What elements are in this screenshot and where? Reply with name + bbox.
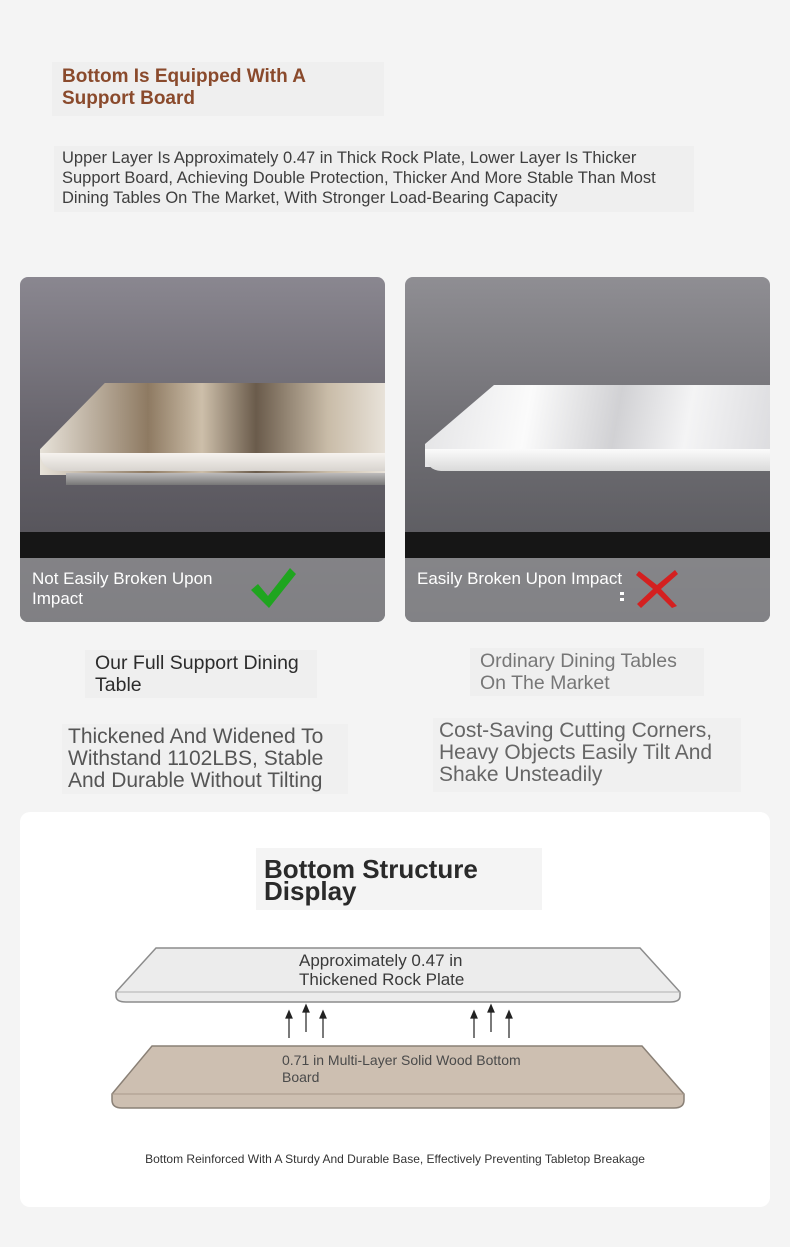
wood-board-label: 0.71 in Multi-Layer Solid Wood Bottom Board: [282, 1052, 521, 1085]
section-description: Upper Layer Is Approximately 0.47 in Thick Rock Plate, Lower Layer Is Thicker Support Board, Achieving Double Protection, Thicker And More Stable Than Most Dining Tables On The Market, With Stronger Load-Bearing Capacity: [54, 146, 694, 212]
marble-slab-edge: [425, 449, 770, 471]
rock-slab-edge: [40, 453, 385, 471]
photo-caption: Easily Broken Upon Impact: [417, 569, 623, 588]
photo-caption: Not Easily Broken Upon Impact: [32, 569, 213, 608]
ordinary-table-title: Ordinary Dining Tables On The Market: [470, 648, 704, 696]
section-title: Bottom Is Equipped With A Support Board: [52, 62, 384, 116]
ordinary-table-photo: [405, 277, 770, 622]
check-icon: [248, 564, 298, 612]
ordinary-table-description: Cost-Saving Cutting Corners, Heavy Objects Easily Tilt And Shake Unsteadily: [433, 718, 741, 792]
structure-card: [20, 812, 770, 1207]
up-arrow-icon: [286, 1005, 512, 1038]
rock-plate-label: Approximately 0.47 in Thickened Rock Plate: [299, 951, 465, 989]
full-support-table-photo: [20, 277, 385, 622]
structure-title: Bottom Structure Display: [256, 848, 542, 910]
table-shadow-floor: [405, 532, 770, 558]
caption-strip: [405, 558, 770, 622]
our-table-title: Our Full Support Dining Table: [85, 650, 317, 698]
support-board-edge: [66, 473, 385, 485]
fragment-icon: [619, 591, 627, 603]
structure-note: Bottom Reinforced With A Sturdy And Durable Base, Effectively Preventing Tabletop Breakage: [145, 1152, 645, 1166]
our-table-description: Thickened And Widened To Withstand 1102LBS, Stable And Durable Without Tilting: [62, 724, 348, 794]
table-shadow-floor: [20, 532, 385, 558]
cross-icon: [635, 569, 679, 609]
